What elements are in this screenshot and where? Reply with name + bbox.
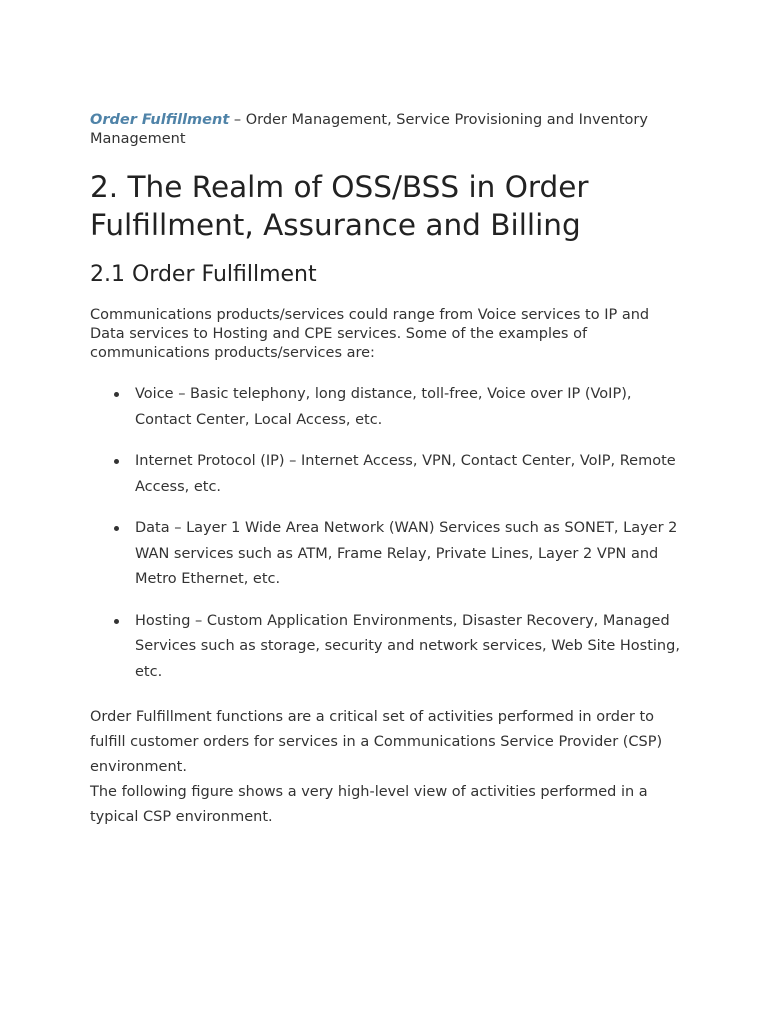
closing-paragraph <box>90 705 684 830</box>
bullet-icon <box>114 459 119 464</box>
order-fulfillment-link[interactable]: Order Fulfillment <box>90 112 230 128</box>
subsection-heading: 2.1 Order Fulfillment <box>90 262 317 287</box>
intro-paragraph: Communications products/services could range from Voice services to IP and Data services to Hosting and CPE services. Some of the examples of communications products/services are: <box>90 307 650 361</box>
closing-line-a: Order Fulfillment functions are a critical set of activities performed in order to fulfill customer orders for services in a Communications Service Provider (CSP) environment. <box>90 709 663 775</box>
closing-line-b: The following figure shows a very high-level view of activities performed in a typical CSP environment. <box>90 784 648 825</box>
list-item-text: Hosting – Custom Application Environments, Disaster Recovery, Managed Services such as storage, security and network services, Web Site Hosting, etc. <box>135 612 680 680</box>
section-heading: 2. The Realm of OSS/BSS in Order Fulfillment, Assurance and Billing <box>90 170 589 242</box>
list-item-text: Data – Layer 1 Wide Area Network (WAN) Services such as SONET, Layer 2 WAN services such as ATM, Frame Relay, Private Lines, Layer 2 VPN and Metro Ethernet, etc. <box>135 520 678 587</box>
list-item <box>90 516 684 593</box>
intro-line <box>90 111 684 149</box>
list-item-text: Voice – Basic telephony, long distance, toll-free, Voice over IP (VoIP), Contact Center, Local Access, etc. <box>135 386 632 428</box>
services-list <box>90 382 684 701</box>
list-item <box>90 382 684 433</box>
bullet-icon <box>114 526 119 531</box>
intro-rest-text: – Order Management, Service Provisioning and Inventory Management <box>90 112 648 147</box>
bullet-icon <box>114 619 119 624</box>
list-item-text: Internet Protocol (IP) – Internet Access, VPN, Contact Center, VoIP, Remote Access, etc. <box>135 453 676 495</box>
list-item <box>90 449 684 500</box>
list-item <box>90 609 684 686</box>
bullet-icon <box>114 392 119 397</box>
